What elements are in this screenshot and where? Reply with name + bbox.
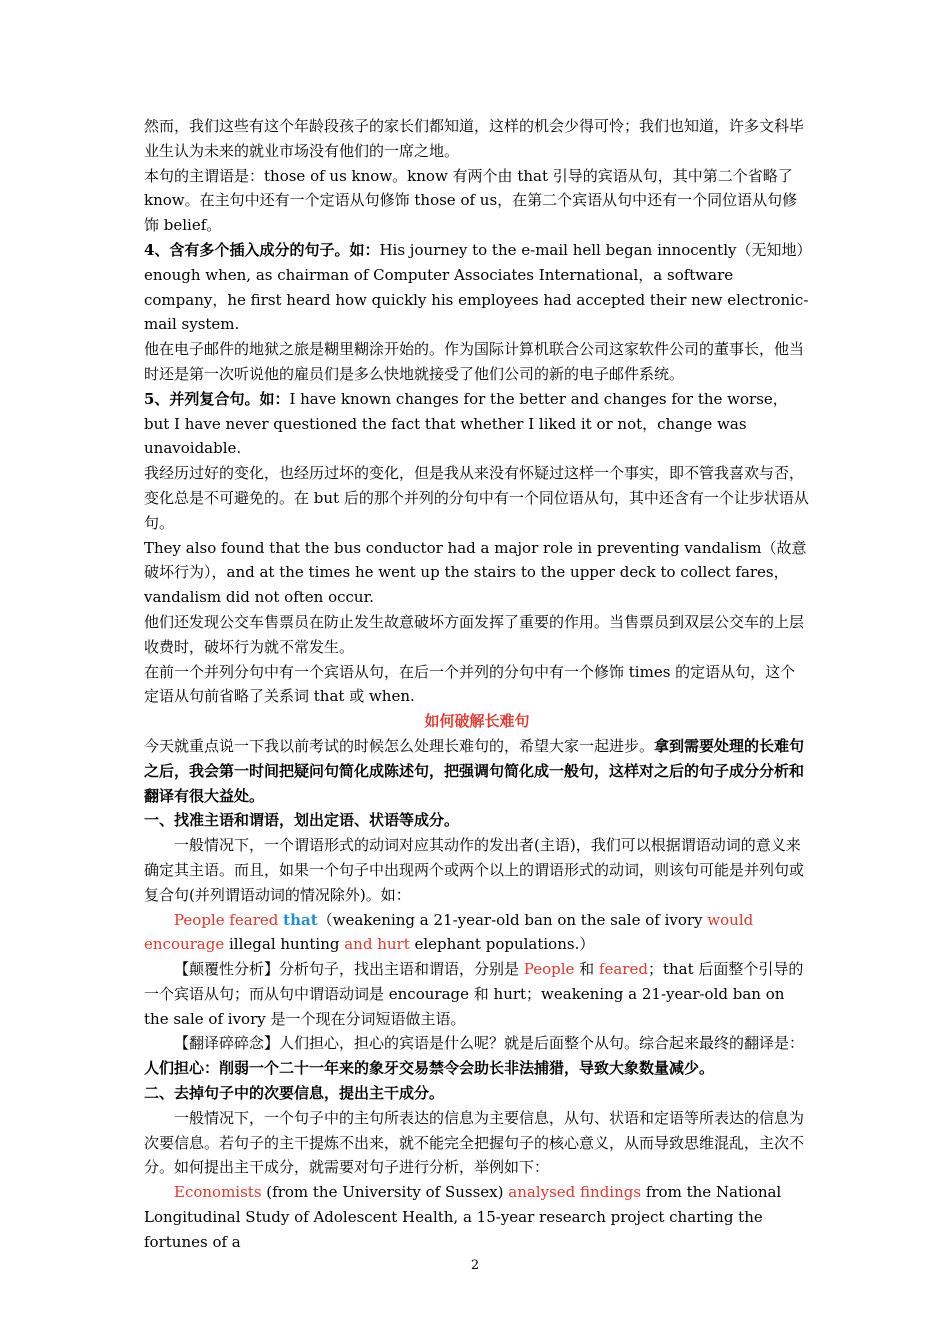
paragraph	[144, 387, 810, 461]
text-run: People feared	[174, 910, 284, 929]
document-body	[144, 114, 810, 1255]
text-run: Economists	[174, 1183, 262, 1202]
text-run: They also found that the bus conductor had a major role in preventing vandalism（故意破坏行为），and at the times he went up the stairs to the upper deck to collect fares，vandalism did not often occur.	[144, 538, 807, 607]
text-run: 他在电子邮件的地狱之旅是糊里糊涂开始的。作为国际计算机联合公司这家软件公司的董事长，他当时还是第一次听说他的雇员们是多么快地就接受了他们公司的新的电子邮件系统。	[144, 340, 805, 383]
paragraph	[144, 238, 810, 337]
text-run: I have known changes for the better and changes for the worse，but I have never questioned the fact that whether I liked it or not，change was unavoidable.	[144, 389, 788, 458]
text-run: 【颠覆性分析】分析句子，找出主语和谓语，分别是	[174, 960, 524, 979]
text-run: 5、并列复合句。如：	[144, 389, 290, 408]
paragraph	[144, 1031, 810, 1081]
text-run: 【翻译碎碎念】人们担心，担心的宾语是什么呢？就是后面整个从句。综合起来最终的翻译是：	[174, 1034, 805, 1053]
text-run: ；that 后面整个引导的一个宾语从句；而从句中谓语动词是 encourage 和 hurt；weakening a 21-year-old ban on the sale of ivory 是一个现在分词短语做主语。	[144, 960, 804, 1028]
paragraph	[144, 164, 810, 238]
text-run: and hurt	[344, 935, 410, 954]
text-run: analysed findings	[508, 1183, 642, 1202]
text-run: 二、去掉句子中的次要信息，提出主干成分。	[144, 1084, 445, 1103]
text-run: His journey to the e-mail hell began innocently（无知地）enough when, as chairman of Computer Associates International，a software company，he first heard how quickly his employees had accepted their new electronic-mail system.	[144, 240, 809, 334]
text-run: 今天就重点说一下我以前考试的时候怎么处理长难句的，希望大家一起进步。	[144, 736, 655, 755]
paragraph	[144, 114, 810, 164]
text-run: 一般情况下，一个谓语形式的动词对应其动作的发出者(主语)，我们可以根据谓语动词的意义来确定其主语。而且，如果一个句子中出现两个或两个以上的谓语形式的动词，则该句可能是并列句或复合句(并列谓语动词的情况除外)。如：	[144, 836, 805, 904]
paragraph	[144, 1106, 810, 1180]
text-run: 4、含有多个插入成分的句子。如：	[144, 240, 380, 259]
paragraph	[144, 610, 810, 660]
paragraph	[144, 957, 810, 1031]
paragraph	[144, 536, 810, 610]
paragraph	[144, 833, 810, 907]
text-run: would encourage	[144, 910, 754, 954]
paragraph	[144, 1180, 810, 1254]
text-run: feared	[598, 960, 648, 979]
text-run: illegal hunting	[224, 935, 345, 954]
text-run: 我经历过好的变化，也经历过坏的变化，但是我从来没有怀疑过这样一个事实，即不管我喜欢与否，变化总是不可避免的。在 but 后的那个并列的分句中有一个同位语从句，其中还含有一个让步状语从句。	[144, 464, 809, 532]
text-run: elephant populations.）	[409, 935, 595, 954]
text-run: 一、找准主语和谓语，划出定语、状语等成分。	[144, 811, 460, 830]
page-number: 2	[470, 1258, 480, 1273]
text-run: (from the University of Sussex)	[261, 1183, 509, 1202]
paragraph	[144, 709, 810, 734]
text-run: 和	[574, 960, 599, 979]
text-run: from the National Longitudinal Study of Adolescent Health, a 15-year research project charting the fortunes of a	[144, 1183, 782, 1251]
text-run: 本句的主谓语是：those of us know。know 有两个由 that 引导的宾语从句，其中第二个省略了 know。在主句中还有一个定语从句修饰 those of us，在第二个宾语从句中还有一个同位语从句修饰 belief。	[144, 166, 798, 235]
text-run: 如何破解长难句	[424, 712, 530, 731]
text-run: 然而，我们这些有这个年龄段孩子的家长们都知道，这样的机会少得可怜；我们也知道，许多文科毕业生认为未来的就业市场没有他们的一席之地。	[144, 117, 805, 160]
paragraph	[144, 908, 810, 958]
text-run: People	[523, 960, 575, 979]
paragraph	[144, 337, 810, 387]
paragraph	[144, 1081, 810, 1106]
paragraph	[144, 461, 810, 535]
paragraph	[144, 808, 810, 833]
text-run: that	[283, 910, 318, 929]
text-run: 一般情况下，一个句子中的主句所表达的信息为主要信息，从句、状语和定语等所表达的信息为次要信息。若句子的主干提炼不出来，就不能完全把握句子的核心意义，从而导致思维混乱，主次不分。如何提出主干成分，就需要对句子进行分析，举例如下：	[144, 1108, 805, 1177]
text-run: 在前一个并列分句中有一个宾语从句，在后一个并列的分句中有一个修饰 times 的定语从句，这个定语从句前省略了关系词 that 或 when.	[144, 662, 796, 706]
text-run: 人们担心：削弱一个二十一年来的象牙交易禁令会助长非法捕猎，导致大象数量减少。	[144, 1059, 715, 1078]
text-run: （weakening a 21-year-old ban on the sale of ivory	[317, 910, 708, 929]
paragraph	[144, 734, 810, 808]
paragraph	[144, 660, 810, 710]
text-run: 拿到需要处理的长难句之后，我会第一时间把疑问句简化成陈述句，把强调句简化成一般句，这样对之后的句子成分分析和翻译有很大益处。	[144, 736, 805, 805]
text-run: 他们还发现公交车售票员在防止发生故意破坏方面发挥了重要的作用。当售票员到双层公交车的上层收费时，破坏行为就不常发生。	[144, 612, 805, 656]
